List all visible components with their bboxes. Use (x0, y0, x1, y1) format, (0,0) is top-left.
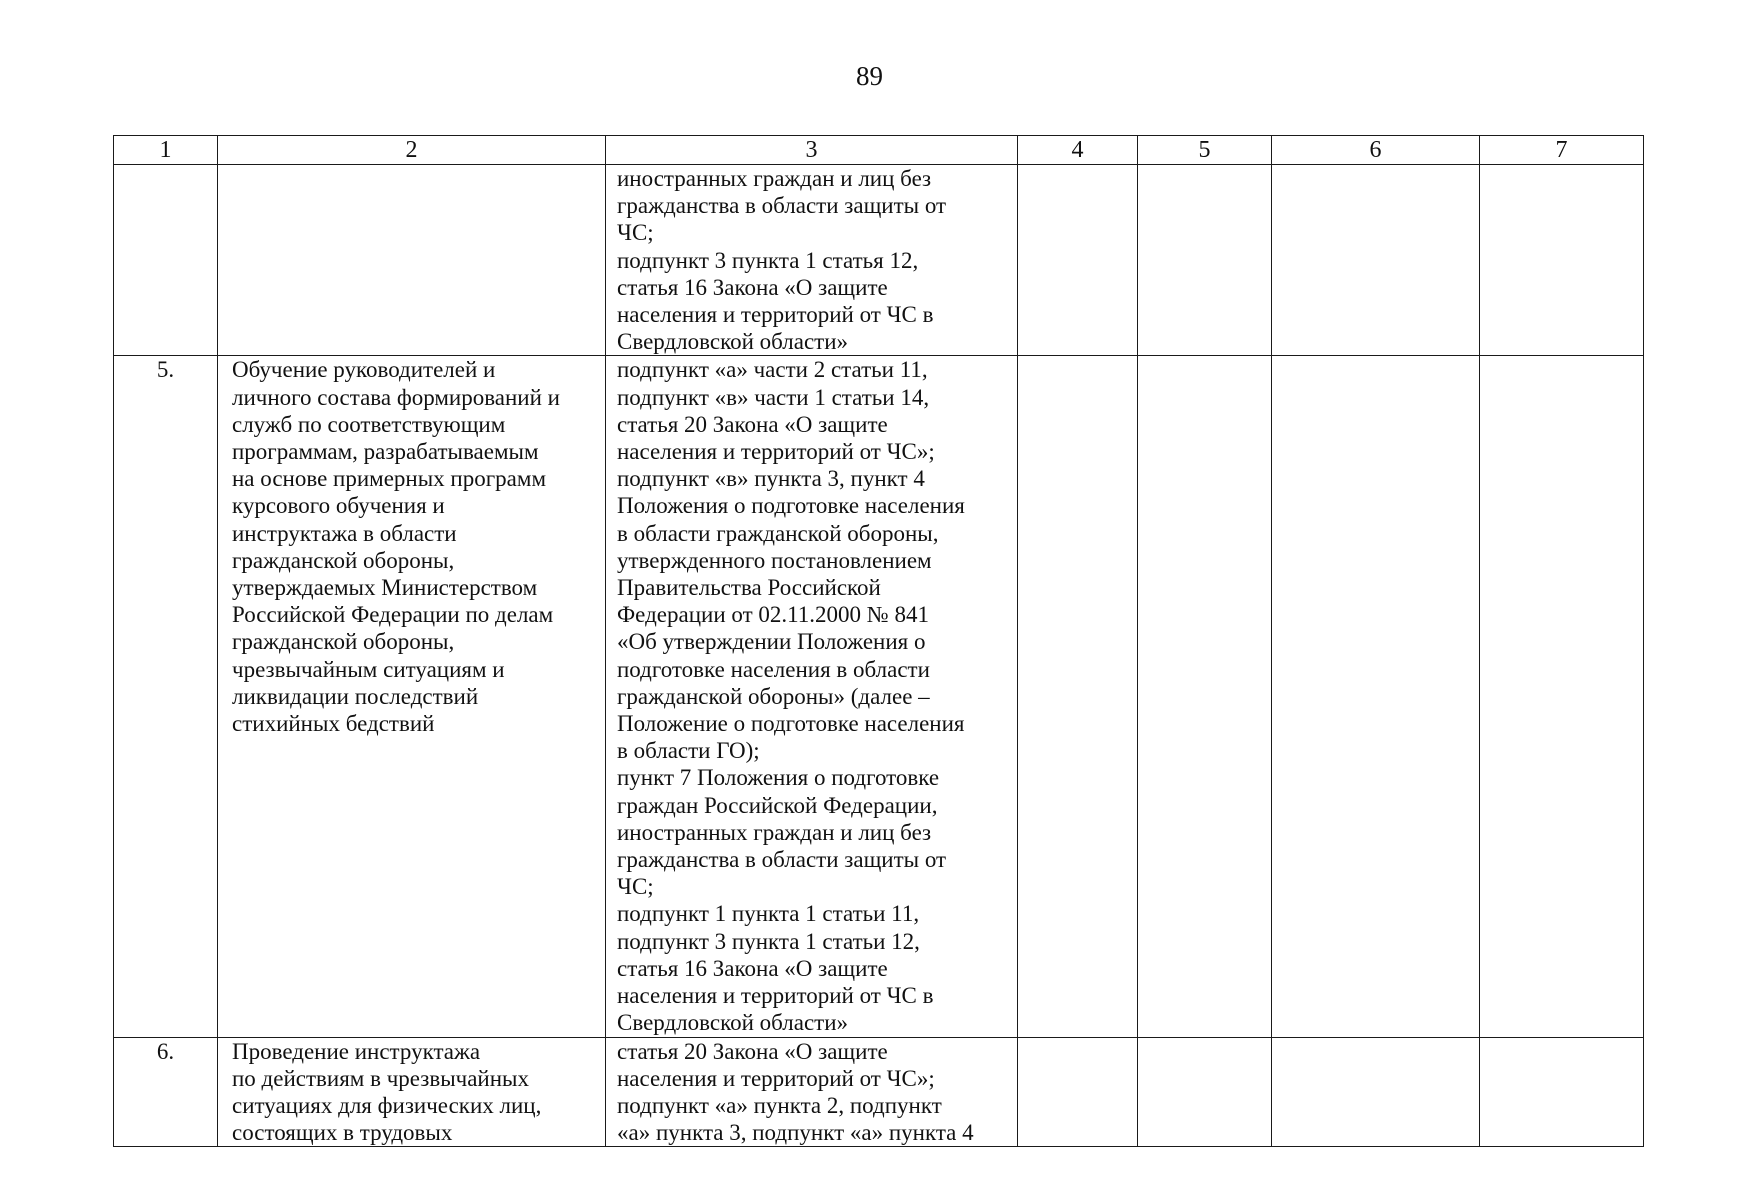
measure-name-line: Российской Федерации по делам (232, 602, 554, 628)
legal-basis-line: иностранных граждан и лиц без (617, 166, 932, 191)
legal-basis-line: статья 16 Закона «О защите (617, 274, 888, 300)
measure-name-line: состоящих в трудовых (232, 1120, 453, 1146)
legal-basis-cell (606, 356, 1018, 1037)
column-4-cell (1018, 165, 1138, 356)
legal-basis-line: подпункт 3 пункта 1 статьи 12, (617, 928, 920, 954)
legal-basis-line: ЧС; (617, 220, 654, 246)
measure-name-line: служб по соответствующим (232, 411, 506, 437)
legal-basis-line: статья 20 Закона «О защите (617, 411, 888, 437)
column-5-cell (1138, 356, 1272, 1037)
row-number-cell: 5. (114, 356, 218, 1037)
column-7-cell (1480, 165, 1644, 356)
legal-basis-line: гражданской обороны» (далее – (617, 683, 930, 709)
measure-name-line: по действиям в чрезвычайных (232, 1065, 530, 1091)
legal-basis-line: пункт 7 Положения о подготовке (617, 765, 940, 791)
legal-basis-line: подпункт «в» пункта 3, пункт 4 (617, 466, 925, 492)
measure-name-line: гражданской обороны, (232, 629, 455, 655)
regulation-table (113, 135, 1644, 1147)
column-header-1: 1 (114, 136, 218, 165)
legal-basis-line: населения и территорий от ЧС»; (617, 1065, 935, 1091)
measure-name-line: на основе примерных программ (232, 466, 546, 492)
column-5-cell (1138, 1037, 1272, 1147)
column-header-4: 4 (1018, 136, 1138, 165)
page-number: 89 (856, 61, 883, 91)
measure-name-line: курсового обучения и (232, 493, 445, 519)
column-6-cell (1272, 1037, 1480, 1147)
column-header-2: 2 (218, 136, 606, 165)
legal-basis-line: населения и территорий от ЧС в (617, 983, 934, 1009)
legal-basis-line: гражданства в области защиты от (617, 847, 947, 873)
legal-basis-cell (606, 1037, 1018, 1147)
table-row (114, 1037, 1644, 1147)
row-number-cell: 6. (114, 1037, 218, 1147)
legal-basis-line: утвержденного постановлением (617, 547, 932, 573)
measure-name-line: Проведение инструктажа (232, 1038, 481, 1064)
legal-basis-line: подпункт «в» части 1 статьи 14, (617, 384, 930, 410)
column-header-3: 3 (606, 136, 1018, 165)
column-6-cell (1272, 356, 1480, 1037)
legal-basis-line: в области гражданской обороны, (617, 520, 939, 546)
measure-name-cell (218, 165, 606, 356)
column-4-cell (1018, 1037, 1138, 1147)
measure-name-line: личного состава формирований и (232, 384, 560, 410)
legal-basis-line: Правительства Российской (617, 575, 881, 601)
measure-name-cell (218, 356, 606, 1037)
measure-name-line: программам, разрабатываемым (232, 439, 539, 465)
column-4-cell (1018, 356, 1138, 1037)
column-6-cell (1272, 165, 1480, 356)
legal-basis-line: подпункт «а» пункта 2, подпункт (617, 1092, 942, 1118)
table-row (114, 356, 1644, 1037)
legal-basis-line: в области ГО); (617, 738, 760, 764)
measure-name-line: стихийных бедствий (232, 711, 435, 737)
legal-basis-line: Федерации от 02.11.2000 № 841 (617, 602, 929, 628)
legal-basis-line: граждан Российской Федерации, (617, 792, 938, 818)
column-header-7: 7 (1480, 136, 1644, 165)
column-7-cell (1480, 356, 1644, 1037)
column-header-6: 6 (1272, 136, 1480, 165)
measure-name-line: ликвидации последствий (232, 683, 479, 709)
legal-basis-line: ЧС; (617, 874, 654, 900)
column-5-cell (1138, 165, 1272, 356)
column-7-cell (1480, 1037, 1644, 1147)
column-header-5: 5 (1138, 136, 1272, 165)
table-row (114, 165, 1644, 356)
legal-basis-line: населения и территорий от ЧС в (617, 302, 934, 328)
measure-name-line: чрезвычайным ситуациям и (232, 656, 505, 682)
legal-basis-line: Положение о подготовке населения (617, 711, 965, 737)
legal-basis-line: Свердловской области» (617, 329, 849, 355)
measure-name-line: гражданской обороны, (232, 547, 455, 573)
measure-name-cell (218, 1037, 606, 1147)
measure-name-line: ситуациях для физических лиц, (232, 1092, 542, 1118)
legal-basis-line: Положения о подготовке населения (617, 493, 965, 519)
legal-basis-line: «Об утверждении Положения о (617, 629, 926, 655)
legal-basis-line: населения и территорий от ЧС»; (617, 439, 935, 465)
legal-basis-line: подпункт 1 пункта 1 статьи 11, (617, 901, 920, 927)
row-number-cell (114, 165, 218, 356)
legal-basis-line: Свердловской области» (617, 1010, 849, 1036)
legal-basis-cell (606, 165, 1018, 356)
legal-basis-line: «а» пункта 3, подпункт «а» пункта 4 (617, 1120, 974, 1146)
measure-name-line: Обучение руководителей и (232, 357, 496, 383)
legal-basis-line: подготовке населения в области (617, 656, 930, 682)
legal-basis-line: подпункт «а» части 2 статьи 11, (617, 357, 928, 383)
legal-basis-line: подпункт 3 пункта 1 статья 12, (617, 247, 919, 273)
legal-basis-line: статья 16 Закона «О защите (617, 955, 888, 981)
measure-name-line: утверждаемых Министерством (232, 575, 538, 601)
legal-basis-line: иностранных граждан и лиц без (617, 819, 932, 845)
legal-basis-line: статья 20 Закона «О защите (617, 1038, 888, 1064)
measure-name-line: инструктажа в области (232, 520, 457, 546)
header-row (114, 136, 1644, 165)
legal-basis-line: гражданства в области защиты от (617, 193, 947, 219)
